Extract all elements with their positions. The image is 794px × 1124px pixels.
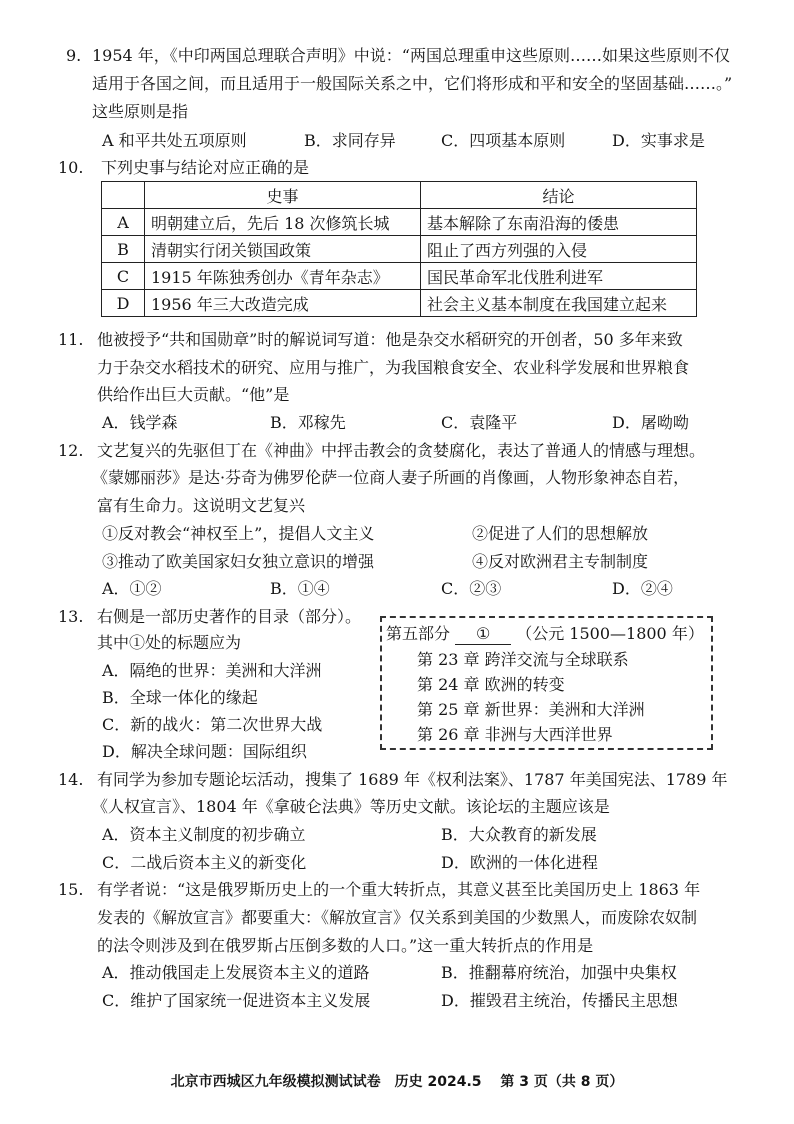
row-label: D [102, 290, 145, 317]
option-a: A．①② [102, 579, 162, 598]
statement-item: ①反对教会“神权至上”，提倡人文主义 [102, 524, 375, 543]
option-b: B．推翻幕府统治，加强中央集权 [441, 963, 677, 982]
question-text-line: 《人权宣言》、1804 年《拿破仑法典》等历史文献。该论坛的主题应该是 [92, 797, 610, 816]
question-number: 9. [66, 46, 82, 65]
question-number: 15. [58, 880, 84, 899]
option-a: A．推动俄国走上发展资本主义的道路 [102, 963, 370, 982]
option-c: C．维护了国家统一促进资本主义发展 [102, 991, 371, 1010]
page-footer: 北京市西城区九年级模拟测试试卷 历史 2024.5 第 3 页（共 8 页） [170, 1074, 624, 1090]
option-d: D．摧毁君主统治，传播民主思想 [441, 991, 678, 1010]
option-d: D．②④ [612, 579, 673, 598]
toc-chapter: 第 25 章 新世界：美洲和大洋洲 [417, 700, 645, 719]
option-d: D．欧洲的一体化进程 [441, 853, 598, 872]
toc-chapter: 第 23 章 跨洋交流与全球联系 [417, 650, 629, 669]
statement-item: ③推动了欧美国家妇女独立意识的增强 [102, 552, 375, 571]
statement-item: ②促进了人们的思想解放 [472, 524, 649, 543]
event-cell: 1956 年三大改造完成 [145, 290, 421, 317]
table-row [102, 263, 697, 290]
option-d: D．屠呦呦 [612, 413, 689, 432]
option-b: B．求同存异 [304, 131, 396, 150]
question-text-line: 供给作出巨大贡献。“他”是 [97, 385, 290, 404]
toc-chapter: 第 24 章 欧洲的转变 [417, 675, 565, 694]
question-text-line: 1954 年，《中印两国总理联合声明》中说：“两国总理重申这些原则……如果这些原则不仅 [92, 46, 730, 65]
toc-blank: ① [455, 624, 511, 645]
option-a: A．资本主义制度的初步确立 [102, 825, 306, 844]
option-b: B．①④ [270, 579, 330, 598]
option-c: C．四项基本原则 [441, 131, 566, 150]
question-text-line: 这些原则是指 [92, 102, 189, 121]
table-row [102, 290, 697, 317]
question-number: 13. [58, 607, 84, 626]
option-d: D．实事求是 [612, 131, 705, 150]
conclusion-cell: 国民革命军北伐胜利进军 [421, 263, 697, 290]
question-number: 12. [58, 441, 84, 460]
events-conclusions-table [101, 181, 697, 317]
conclusion-cell: 社会主义基本制度在我国建立起来 [421, 290, 697, 317]
option-b: B．大众教育的新发展 [441, 825, 597, 844]
event-cell: 1915 年陈独秀创办《青年杂志》 [145, 263, 421, 290]
option-b: B．邓稼先 [270, 413, 346, 432]
table-header-cell: 结论 [421, 182, 697, 209]
table-header-cell: 史事 [145, 182, 421, 209]
question-number: 11. [58, 330, 84, 349]
table-header-row [102, 182, 697, 209]
table-row [102, 236, 697, 263]
question-text-line: 适用于各国之间，而且适用于一般国际关系之中，它们将形成和平和安全的坚固基础……。” [92, 74, 733, 93]
option-c: C．袁隆平 [441, 413, 518, 432]
question-text-line: 他被授予“共和国勋章”时的解说词写道：他是杂交水稻研究的开创者，50 多年来致 [97, 330, 683, 349]
option-a: A．隔绝的世界：美洲和大洋洲 [102, 661, 322, 680]
question-text-line: 发表的《解放宣言》都要重大：《解放宣言》仅关系到美国的少数黑人，而废除农奴制 [97, 908, 698, 927]
question-text-line: 右侧是一部历史著作的目录（部分）。 [97, 607, 362, 626]
statement-item: ④反对欧洲君主专制制度 [472, 552, 649, 571]
question-text-line: 的法令则涉及到在俄罗斯占压倒多数的人口。”这一重大转折点的作用是 [97, 936, 594, 955]
question-number: 10. [58, 158, 84, 177]
toc-part-heading [386, 624, 704, 645]
question-text-line: 有学者说：“这是俄罗斯历史上的一个重大转折点，其意义甚至比美国历史上 1863 年 [97, 880, 701, 899]
row-label: A [102, 209, 145, 236]
option-a: A 和平共处五项原则 [102, 131, 247, 150]
option-c: C．新的战火：第二次世界大战 [102, 715, 323, 734]
row-label: C [102, 263, 145, 290]
option-a: A．钱学森 [102, 413, 178, 432]
toc-part-prefix: 第五部分 [386, 624, 451, 643]
question-number: 14. [58, 770, 84, 789]
table-row [102, 209, 697, 236]
option-b: B．全球一体化的缘起 [102, 688, 258, 707]
option-c: C．②③ [441, 579, 502, 598]
question-text-line: 其中①处的标题应为 [97, 633, 242, 652]
option-d: D．解决全球问题：国际组织 [102, 742, 307, 761]
table-header-cell [102, 182, 145, 209]
event-cell: 清朝实行闭关锁国政策 [145, 236, 421, 263]
question-text-line: 力于杂交水稻技术的研究、应用与推广，为我国粮食安全、农业科学发展和世界粮食 [97, 358, 690, 377]
question-text-line: 文艺复兴的先驱但丁在《神曲》中抨击教会的贪婪腐化，表达了普通人的情感与理想。 [97, 441, 706, 460]
option-c: C．二战后资本主义的新变化 [102, 853, 307, 872]
question-text-line: 《蒙娜丽莎》是达·芬奇为佛罗伦萨一位商人妻子所画的肖像画，人物形象神态自若， [92, 468, 690, 487]
conclusion-cell: 阻止了西方列强的入侵 [421, 236, 697, 263]
question-text-line: 富有生命力。这说明文艺复兴 [97, 496, 306, 515]
row-label: B [102, 236, 145, 263]
question-text-line: 有同学为参加专题论坛活动，搜集了 1689 年《权利法案》、1787 年美国宪法、1789 年 [97, 770, 728, 789]
question-text-line: 下列史事与结论对应正确的是 [101, 158, 310, 177]
event-cell: 明朝建立后，先后 18 次修筑长城 [145, 209, 421, 236]
conclusion-cell: 基本解除了东南沿海的倭患 [421, 209, 697, 236]
toc-part-suffix: （公元 1500—1800 年） [516, 624, 704, 643]
toc-chapter: 第 26 章 非洲与大西洋世界 [417, 725, 613, 744]
